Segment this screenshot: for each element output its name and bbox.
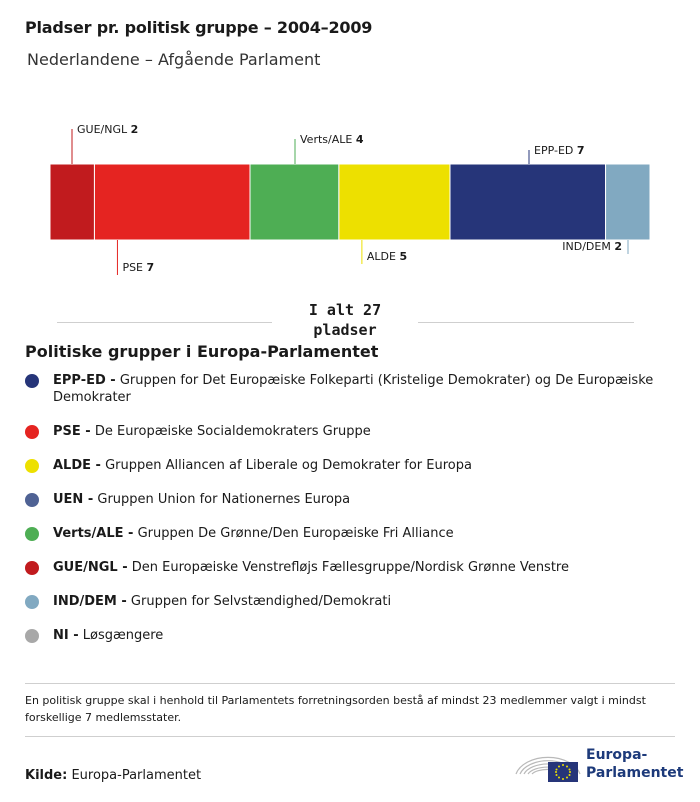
- legend-dot-icon: [25, 527, 39, 541]
- legend-item: [25, 525, 665, 542]
- bar-segment-epp-ed: [450, 164, 606, 240]
- segment-label-epp-ed: EPP-ED 7: [534, 144, 585, 157]
- chart-title: Pladser pr. politisk gruppe – 2004–2009: [25, 18, 373, 37]
- legend-title: Politiske grupper i Europa-Parlamentet: [25, 342, 379, 361]
- legend-item: [25, 491, 665, 508]
- legend-description: Løsgængere: [78, 628, 164, 643]
- legend-description: Gruppen for Selvstændighed/Demokrati: [126, 594, 392, 609]
- legend-item: [25, 372, 665, 406]
- bar-segment-alde: [339, 164, 450, 240]
- legend-item: [25, 627, 665, 644]
- total-divider-right: [418, 322, 634, 323]
- bar-segment-gue-ngl: [50, 164, 94, 240]
- legend-abbr: GUE/NGL -: [53, 560, 128, 575]
- source-value: Europa-Parlamentet: [67, 768, 202, 783]
- legend-description: Gruppen De Grønne/Den Europæiske Fri Alliance: [133, 526, 454, 541]
- bar-segment-verts-ale: [250, 164, 339, 240]
- total-seats: [272, 300, 418, 340]
- legend-description: Gruppen Alliancen af Liberale og Demokrater for Europa: [100, 458, 472, 473]
- legend-abbr: ALDE -: [53, 458, 101, 473]
- bar-segment-pse: [94, 164, 250, 240]
- ep-logo-line1: Europa-: [586, 747, 648, 763]
- legend-description: Gruppen for Det Europæiske Folkeparti (Kristelige Demokrater) og De Europæiske Demokrater: [53, 373, 654, 405]
- legend-dot-icon: [25, 561, 39, 575]
- bar-segment-ind-dem: [606, 164, 650, 240]
- seat-bar-chart: [0, 0, 700, 345]
- total-seats-unit: pladser: [313, 321, 377, 339]
- legend-abbr: PSE -: [53, 424, 91, 439]
- segment-label-verts-ale: Verts/ALE 4: [300, 133, 364, 146]
- source-label: Kilde:: [25, 768, 68, 783]
- source: [25, 768, 201, 783]
- ep-logo-text: [586, 746, 683, 782]
- legend-item: [25, 593, 665, 610]
- segment-label-alde: ALDE 5: [366, 250, 408, 263]
- parliament-hemicycle-icon: [514, 744, 584, 786]
- legend-abbr: UEN -: [53, 492, 94, 507]
- legend-dot-icon: [25, 374, 39, 388]
- group-legend: [25, 372, 665, 661]
- divider-top: [25, 683, 675, 684]
- segment-label-ind-dem: IND/DEM 2: [562, 240, 622, 253]
- legend-abbr: IND/DEM -: [53, 594, 127, 609]
- legend-item: [25, 457, 665, 474]
- legend-abbr: Verts/ALE -: [53, 526, 134, 541]
- total-seats-count: I alt 27: [308, 301, 382, 319]
- legend-abbr: NI -: [53, 628, 79, 643]
- legend-description: De Europæiske Socialdemokraters Gruppe: [90, 424, 371, 439]
- legend-description: Gruppen Union for Nationernes Europa: [93, 492, 351, 507]
- footnote: En politisk gruppe skal i henhold til Parlamentets forretningsorden bestå af mindst 23 medlemmer valgt i mindst forskellige 7 medlemsstater.: [25, 694, 646, 724]
- legend-item: [25, 423, 665, 440]
- legend-abbr: EPP-ED -: [53, 373, 116, 388]
- legend-dot-icon: [25, 425, 39, 439]
- legend-dot-icon: [25, 459, 39, 473]
- chart-subtitle: Nederlandene – Afgående Parlament: [27, 50, 321, 69]
- legend-item: [25, 559, 665, 576]
- legend-dot-icon: [25, 493, 39, 507]
- segment-label-pse: PSE 7: [122, 261, 155, 274]
- legend-description: Den Europæiske Venstrefløjs Fællesgruppe/Nordisk Grønne Venstre: [127, 560, 569, 575]
- total-divider-left: [57, 322, 272, 323]
- ep-logo: [514, 744, 684, 786]
- legend-dot-icon: [25, 629, 39, 643]
- ep-logo-line2: Parlamentet: [586, 765, 684, 781]
- segment-label-gue-ngl: GUE/NGL 2: [77, 123, 139, 136]
- divider-bottom: [25, 736, 675, 737]
- legend-dot-icon: [25, 595, 39, 609]
